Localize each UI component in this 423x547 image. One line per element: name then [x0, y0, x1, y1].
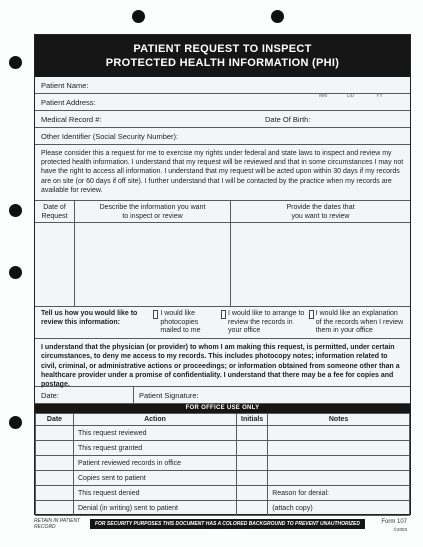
understand-paragraph: I understand that the physician (or provider) to whom I am making this request, is permitted, under certain circumstances, to deny me access to my records. This includes photocopy notes; information related to civil, criminal, or administrative actions or proceedings; or information obtained from someone other than a healthcare provider under a promise of confidentiality. I understand that there may be a fee for copies and postage.: [35, 339, 410, 387]
option-review-in-office[interactable]: I would like to arrange to review the records in your office: [221, 310, 305, 335]
office-use-header: FOR OFFICE USE ONLY: [35, 404, 410, 413]
checkbox[interactable]: [153, 310, 158, 319]
form-title: PATIENT REQUEST TO INSPECT PROTECTED HEALTH INFORMATION (PHI): [35, 35, 410, 77]
security-notice: FOR SECURITY PURPOSES THIS DOCUMENT HAS A COLORED BACKGROUND TO PREVENT UNAUTHORIZED DUPLICATION.: [90, 519, 365, 529]
request-paragraph: Please consider this a request for me to exercise my rights under federal and state laws to inspect and review my protected health information. I understand that my request will be reviewed and that in some circumstances I may not have the right to access all information. I understand that my request will be acted upon within 30 days if my records are on site (or 60 days if off site). I further understand that I will be contacted by the practice when my records are available for review.: [35, 145, 410, 201]
binder-hole: [9, 204, 22, 217]
binder-hole: [9, 266, 22, 279]
request-table: [35, 201, 410, 307]
table-row: Copies sent to patient: [36, 471, 410, 486]
date-of-birth-field[interactable]: Date Of Birth:: [265, 114, 311, 124]
provide-dates-column[interactable]: Provide the dates that you want to review: [231, 201, 410, 306]
review-options: Tell us how you would like to review this information: I would like photocopies mailed to me I would like to arrange to review the records in your office I would like an explanation of the records when I review them in your office: [35, 307, 410, 339]
table-row: This request reviewed: [36, 426, 410, 441]
binder-hole: [9, 56, 22, 69]
date-field[interactable]: Date:: [41, 390, 59, 400]
option-photocopies[interactable]: I would like photocopies mailed to me: [153, 310, 217, 335]
binder-hole: [271, 10, 284, 23]
office-use-table: Date Action Initials Notes This request reviewed This request granted Patient reviewed records in office Copies sent to patient This request denied Reason for denial: Denial (in writing) sent to patient (attach copy): [35, 413, 410, 516]
binder-hole: [9, 416, 22, 429]
other-identifier-field[interactable]: Other Identifier (Social Security Number):: [35, 128, 410, 145]
describe-column[interactable]: Describe the information you want to inspect or review: [75, 201, 231, 306]
table-row: This request denied Reason for denial:: [36, 486, 410, 501]
table-row: Denial (in writing) sent to patient (attach copy): [36, 501, 410, 516]
table-row: This request granted: [36, 441, 410, 456]
medical-record-field[interactable]: Medical Record #: Date Of Birth:: [35, 111, 410, 128]
form: [34, 34, 411, 515]
checkbox[interactable]: [309, 310, 314, 319]
binder-hole: [132, 10, 145, 23]
option-explanation[interactable]: I would like an explanation of the records when I review them in your office: [309, 310, 404, 335]
patient-signature-field[interactable]: Patient Signature:: [139, 390, 199, 400]
signature-row: [35, 387, 410, 404]
table-row: Patient reviewed records in office: [36, 456, 410, 471]
checkbox[interactable]: [221, 310, 226, 319]
patient-address-field[interactable]: Patient Address: MM DD YY: [35, 94, 410, 111]
patient-name-field[interactable]: Patient Name:: [35, 77, 410, 94]
date-request-column[interactable]: Date of Request: [35, 201, 75, 306]
